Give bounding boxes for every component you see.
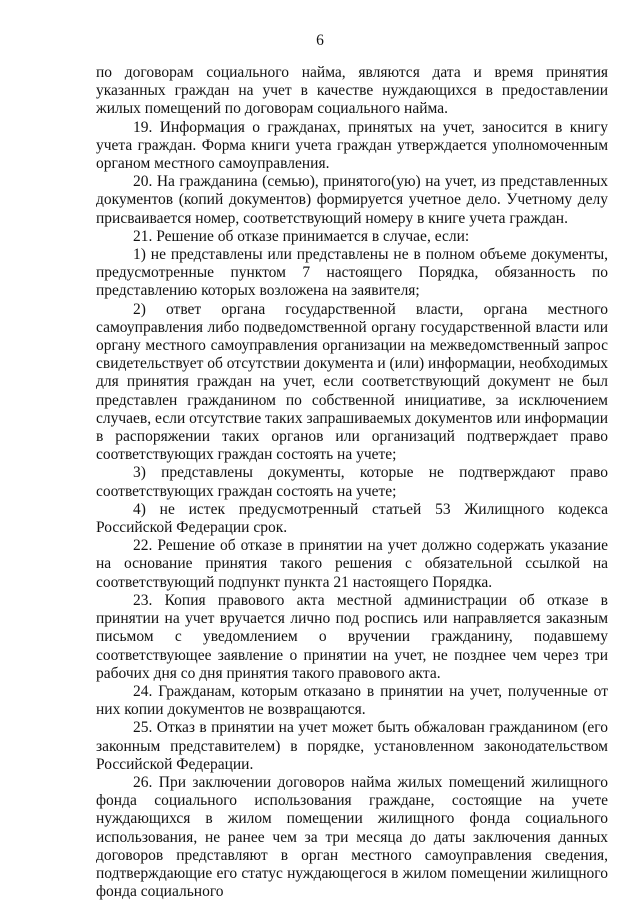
- page-number: 6: [316, 32, 324, 49]
- paragraph-item-20: 20. На гражданина (семью), принятого(ую) на учет, из представленных документов (копий документов) формируется учетное дело. Учетному делу присваивается номер, соответствующий номеру в книге учета граждан.: [96, 173, 608, 227]
- paragraph-item-24: 24. Гражданам, которым отказано в принятии на учет, полученные от них копии документов не возвращаются.: [96, 682, 608, 719]
- paragraph-item-22: 22. Решение об отказе в принятии на учет должно содержать указание на основание принятия такого решения с обязательной ссылкой на соответствующий подпункт пункта 21 настоящего Порядка.: [96, 537, 608, 591]
- paragraph-item-26: 26. При заключении договоров найма жилых помещений жилищного фонда социального использования граждане, состоящие на учете нуждающихся в жилом помещении жилищного фонда социального использования, не ранее чем за три месяца до даты заключения данных договоров представляют в орган местного самоуправления сведения, подтверждающие его статус нуждающегося в жилом помещении жилищного фонда социального: [96, 773, 608, 901]
- paragraph-subitem-21-2: 2) ответ органа государственной власти, органа местного самоуправления либо подведомственной органу государственной власти или органу местного самоуправления организации на межведомственный запрос свидетельствует об отсутствии документа и (или) информации, необходимых для принятия граждан на учет, если соответствующий документ не был представлен гражданином по собственной инициативе, за исключением случаев, если отсутствие таких запрашиваемых документов или информации в распоряжении таких органов или организаций подтверждает право соответствующих граждан состоять на учете;: [96, 300, 608, 464]
- document-body: [96, 64, 608, 901]
- paragraph-item-19: 19. Информация о гражданах, принятых на учет, заносится в книгу учета граждан. Форма книги учета граждан утверждается уполномоченным органом местного самоуправления.: [96, 118, 608, 173]
- paragraph-item-21: 21. Решение об отказе принимается в случае, если:: [133, 227, 470, 245]
- paragraph-continuation: по договорам социального найма, являются дата и время принятия указанных граждан на учет в качестве нуждающихся в предоставлении жилых помещений по договорам социального найма.: [96, 64, 608, 118]
- paragraph-item-25: 25. Отказ в принятии на учет может быть обжалован гражданином (его законным представителем) в порядке, установленном законодательством Российской Федерации.: [96, 719, 608, 773]
- paragraph-subitem-21-4: 4) не истек предусмотренный статьей 53 Жилищного кодекса Российской Федерации срок.: [96, 500, 608, 537]
- paragraph-item-23: 23. Копия правового акта местной администрации об отказе в принятии на учет вручается лично под роспись или направляется заказным письмом с уведомлением о вручении гражданину, подавшему соответствующее заявление о принятии на учет, не позднее чем через три рабочих дня со дня принятия такого правового акта.: [96, 591, 608, 682]
- paragraph-subitem-21-3: 3) представлены документы, которые не подтверждают право соответствующих граждан состоять на учете;: [96, 464, 608, 500]
- paragraph-subitem-21-1: 1) не представлены или представлены не в полном объеме документы, предусмотренные пунктом 7 настоящего Порядка, обязанность по представлению которых возложена на заявителя;: [96, 246, 608, 300]
